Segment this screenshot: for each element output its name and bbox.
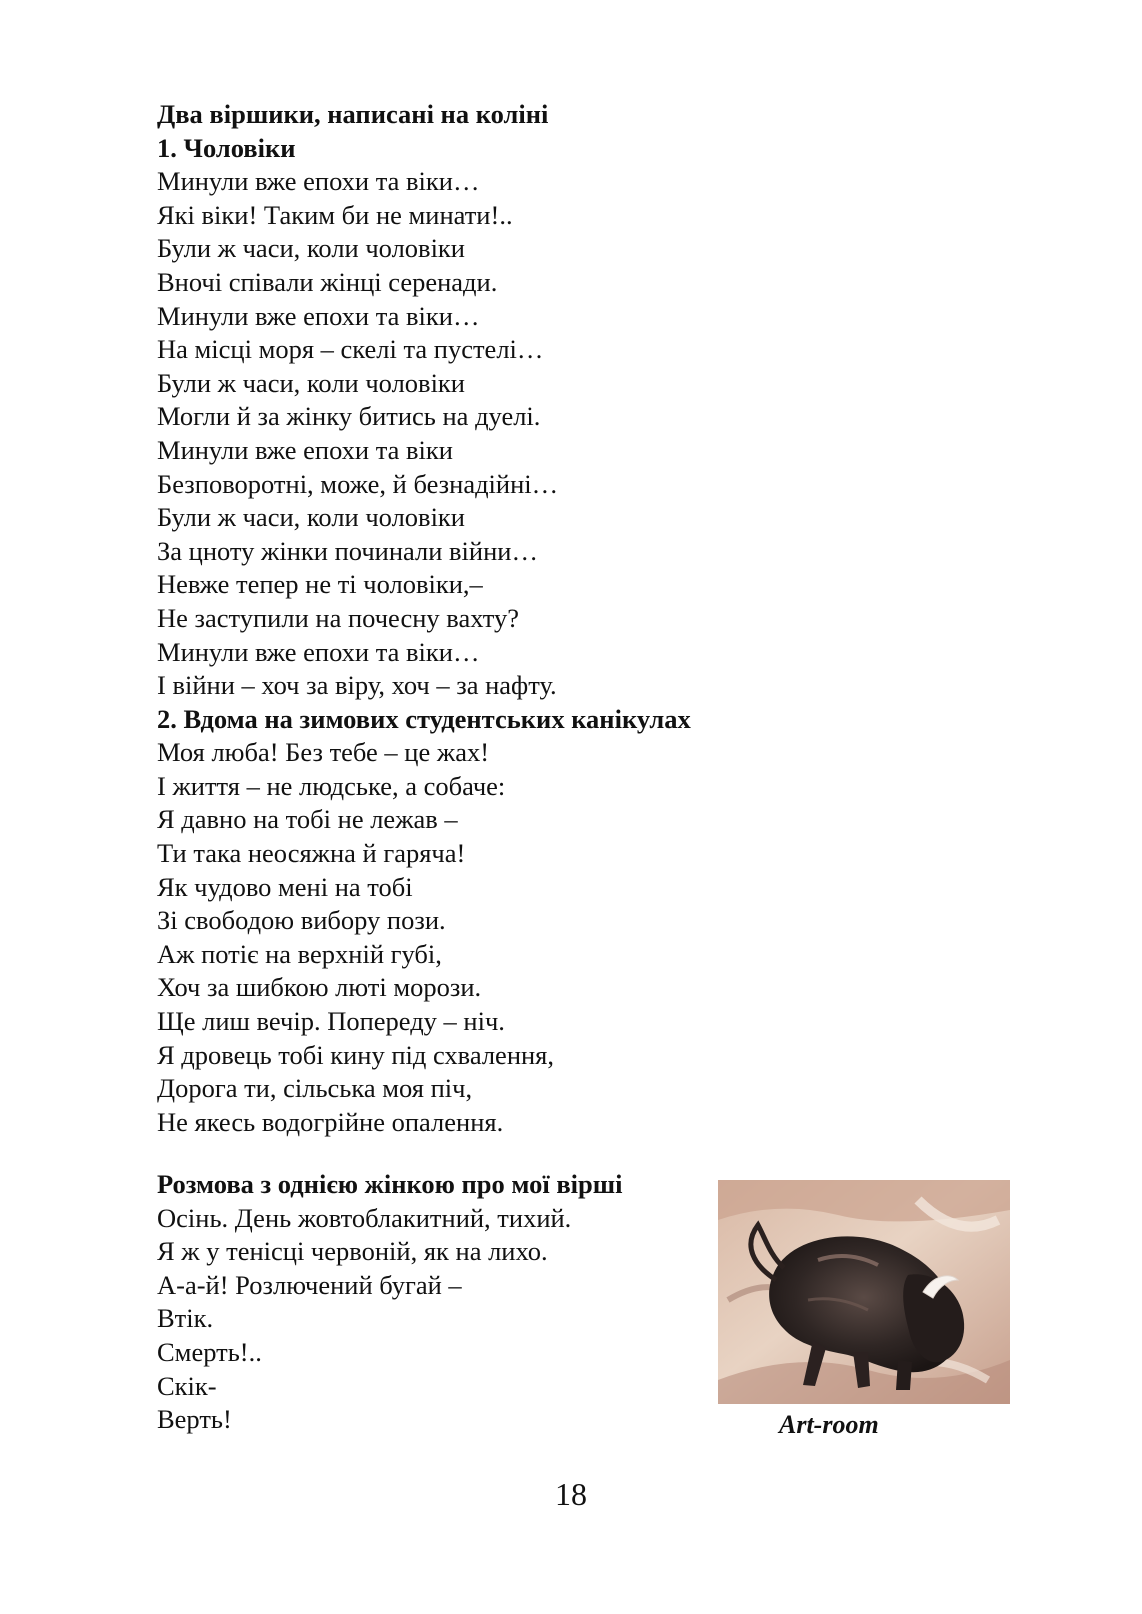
poem-line: Були ж часи, коли чоловіки (157, 502, 465, 533)
poem-line: Осінь. День жовтоблакитний, тихий. (157, 1202, 572, 1233)
section-heading: Два віршики, написані на коліні (157, 99, 549, 129)
poem-line: Минули вже епохи та віки (157, 434, 453, 465)
poem-line: Як чудово мені на тобі (157, 871, 413, 902)
bull-painting-image (718, 1180, 1010, 1404)
poem-line: Не якесь водогрійне опалення. (157, 1106, 504, 1137)
poem-line: Які віки! Таким би не минати!.. (157, 199, 513, 230)
poem-title: 1. Чоловіки (157, 132, 296, 163)
poem-line: Були ж часи, коли чоловіки (157, 367, 465, 398)
poem-line: Минули вже епохи та віки… (157, 166, 480, 197)
poem-line: Верть! (157, 1404, 232, 1435)
image-caption: Art-room (779, 1410, 879, 1439)
poem-line: Ще лиш вечір. Попереду – ніч. (157, 1006, 505, 1037)
poem-line: Були ж часи, коли чоловіки (157, 233, 465, 264)
poem-line: І війни – хоч за віру, хоч – за нафту. (157, 670, 557, 701)
poem-line: Аж потіє на верхній губі, (157, 938, 442, 969)
poem-line: Ти така неосяжна й гаряча! (157, 838, 466, 869)
poem-line: Не заступили на почесну вахту? (157, 602, 520, 633)
poem-line: Невже тепер не ті чоловіки,– (157, 569, 483, 600)
poem-line: Минули вже епохи та віки… (157, 636, 480, 667)
poems-block (157, 98, 877, 1139)
poem-line: Моя люба! Без тебе – це жах! (157, 737, 490, 768)
poem-title: 2. Вдома на зимових студентських канікулах (157, 703, 691, 734)
poem-conversation (157, 1168, 717, 1437)
poem-line: Зі свободою вибору пози. (157, 905, 446, 936)
poem-line: На місці моря – скелі та пустелі… (157, 334, 544, 365)
poem-line: Минули вже епохи та віки… (157, 300, 480, 331)
poem-line: Смерть!.. (157, 1336, 262, 1367)
poem-line: Безповоротні, може, й безнадійні… (157, 468, 559, 499)
poem-line: Я дровець тобі кину під схвалення, (157, 1039, 554, 1070)
poem-line: Я давно на тобі не лежав – (157, 804, 458, 835)
poem-line: А-а-й! Розлючений бугай – (157, 1269, 462, 1300)
poem-line: Я ж у тенісці червоній, як на лихо. (157, 1236, 548, 1267)
bull-icon (718, 1180, 1010, 1404)
poem-line: Хоч за шибкою люті морози. (157, 972, 482, 1003)
page-number: 18 (555, 1476, 587, 1512)
poem-line: Вночі співали жінці серенади. (157, 266, 498, 297)
poem-line: Могли й за жінку битись на дуелі. (157, 401, 541, 432)
poem-line: Скік- (157, 1370, 217, 1401)
poem-title: Розмова з однією жінкою про мої вірші (157, 1169, 623, 1199)
poem-line: За цноту жінки починали війни… (157, 535, 538, 566)
poem-line: Дорога ти, сільська моя піч, (157, 1073, 473, 1104)
poem-line: Втік. (157, 1303, 214, 1334)
poem-line: І життя – не людське, а собаче: (157, 770, 506, 801)
